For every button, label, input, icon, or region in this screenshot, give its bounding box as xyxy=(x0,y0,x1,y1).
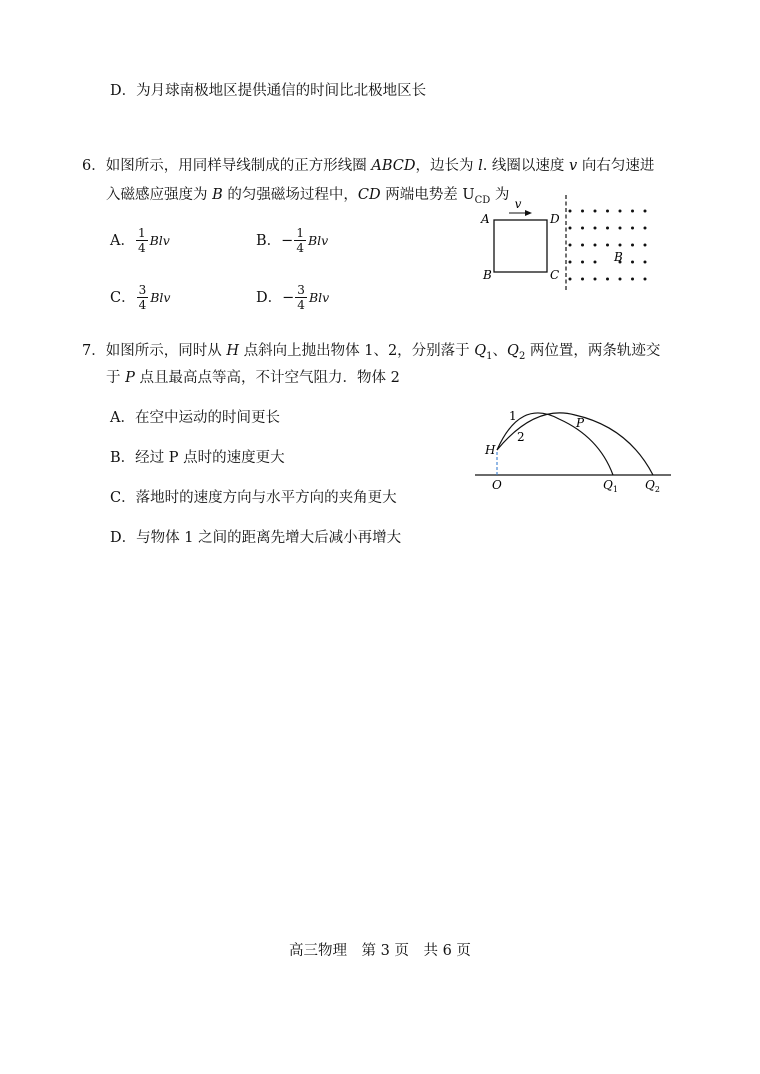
field-dot xyxy=(631,244,634,247)
label-1: 1 xyxy=(509,409,517,423)
label-a: A xyxy=(481,212,490,226)
q7-option-c: C．落地时的速度方向与水平方向的夹角更大 xyxy=(110,490,397,506)
q7-stem-line2: 于 P 点且最高点等高，不计空气阻力．物体 2 xyxy=(106,370,400,386)
label-2: 2 xyxy=(517,430,525,444)
field-dot xyxy=(594,227,597,230)
field-dot xyxy=(606,227,609,230)
q6-figure xyxy=(475,195,665,295)
label-q2: $Q_2$ xyxy=(645,478,660,494)
label-c: C xyxy=(550,268,560,282)
field-dot xyxy=(631,261,634,264)
fraction: $\frac{1}{4}$ xyxy=(296,226,304,255)
page-footer: 高三物理 第 3 页 共 6 页 xyxy=(289,943,471,959)
fraction: $\frac{3}{4}$ xyxy=(297,283,305,312)
label-q1: $Q_1$ xyxy=(603,478,618,494)
field-dot xyxy=(644,210,647,213)
label-p: P xyxy=(576,416,585,430)
q6-option-b: B．− $\frac{1}{4}$ Blv xyxy=(256,226,329,255)
q7-option-a: A．在空中运动的时间更长 xyxy=(110,410,280,426)
q6-stem-line2: 入磁感应强度为 B 的匀强磁场过程中，CD 两端电势差 $U_{CD}$ 为 xyxy=(106,187,510,206)
square-coil xyxy=(494,220,547,272)
q6-number: 6． xyxy=(82,158,106,174)
field-dot xyxy=(569,244,572,247)
field-dot xyxy=(569,278,572,281)
field-dot xyxy=(569,210,572,213)
label-o: O xyxy=(492,478,502,492)
field-dot xyxy=(569,261,572,264)
field-dot xyxy=(594,278,597,281)
field-dot xyxy=(581,278,584,281)
field-dot xyxy=(606,278,609,281)
q7-number: 7． xyxy=(82,343,106,359)
q5-option-d: D．为月球南极地区提供通信的时间比北极地区长 xyxy=(110,83,427,99)
field-dot xyxy=(594,261,597,264)
label-v: v xyxy=(514,197,522,211)
field-dot xyxy=(631,278,634,281)
q7-stem-line1: 7．如图所示，同时从 H 点斜向上抛出物体 1、2，分别落于 $Q_1$、$Q_2$ 两位置，两条轨迹交 xyxy=(82,343,661,362)
label-h: H xyxy=(485,443,496,457)
field-dot xyxy=(644,261,647,264)
field-dot xyxy=(606,210,609,213)
arrowhead-icon xyxy=(525,210,532,216)
field-dot xyxy=(619,227,622,230)
label-d: D xyxy=(550,212,560,226)
fraction: $\frac{1}{4}$ xyxy=(137,226,146,255)
label-field-b: B xyxy=(614,250,623,264)
field-dot xyxy=(606,244,609,247)
q7-option-b: B．经过 P 点时的速度更大 xyxy=(110,450,285,466)
field-dot xyxy=(619,244,622,247)
field-dot xyxy=(631,227,634,230)
field-dot xyxy=(581,261,584,264)
field-dot xyxy=(581,227,584,230)
field-dot xyxy=(619,278,622,281)
field-dot xyxy=(644,227,647,230)
q7-option-d: D．与物体 1 之间的距离先增大后减小再增大 xyxy=(110,530,402,546)
field-dot xyxy=(594,244,597,247)
field-dot xyxy=(631,210,634,213)
q6-option-c: C． $\frac{3}{4}$ Blv xyxy=(110,283,171,312)
q6-option-a: A． $\frac{1}{4}$ Blv xyxy=(110,226,170,255)
field-dot xyxy=(644,244,647,247)
field-dot xyxy=(619,210,622,213)
q6-stem-line1: 6．如图所示，用同样导线制成的正方形线圈 ABCD，边长为 l. 线圈以速度 v 向右匀速进 xyxy=(82,158,655,174)
q7-figure xyxy=(475,402,675,498)
field-dot xyxy=(581,210,584,213)
field-dot xyxy=(569,227,572,230)
fraction: $\frac{3}{4}$ xyxy=(138,283,147,312)
magnetic-field-dots xyxy=(569,210,647,281)
field-dot xyxy=(594,210,597,213)
label-b: B xyxy=(483,268,492,282)
q6-option-d: D．− $\frac{3}{4}$ Blv xyxy=(256,283,330,312)
field-dot xyxy=(581,244,584,247)
field-dot xyxy=(644,278,647,281)
